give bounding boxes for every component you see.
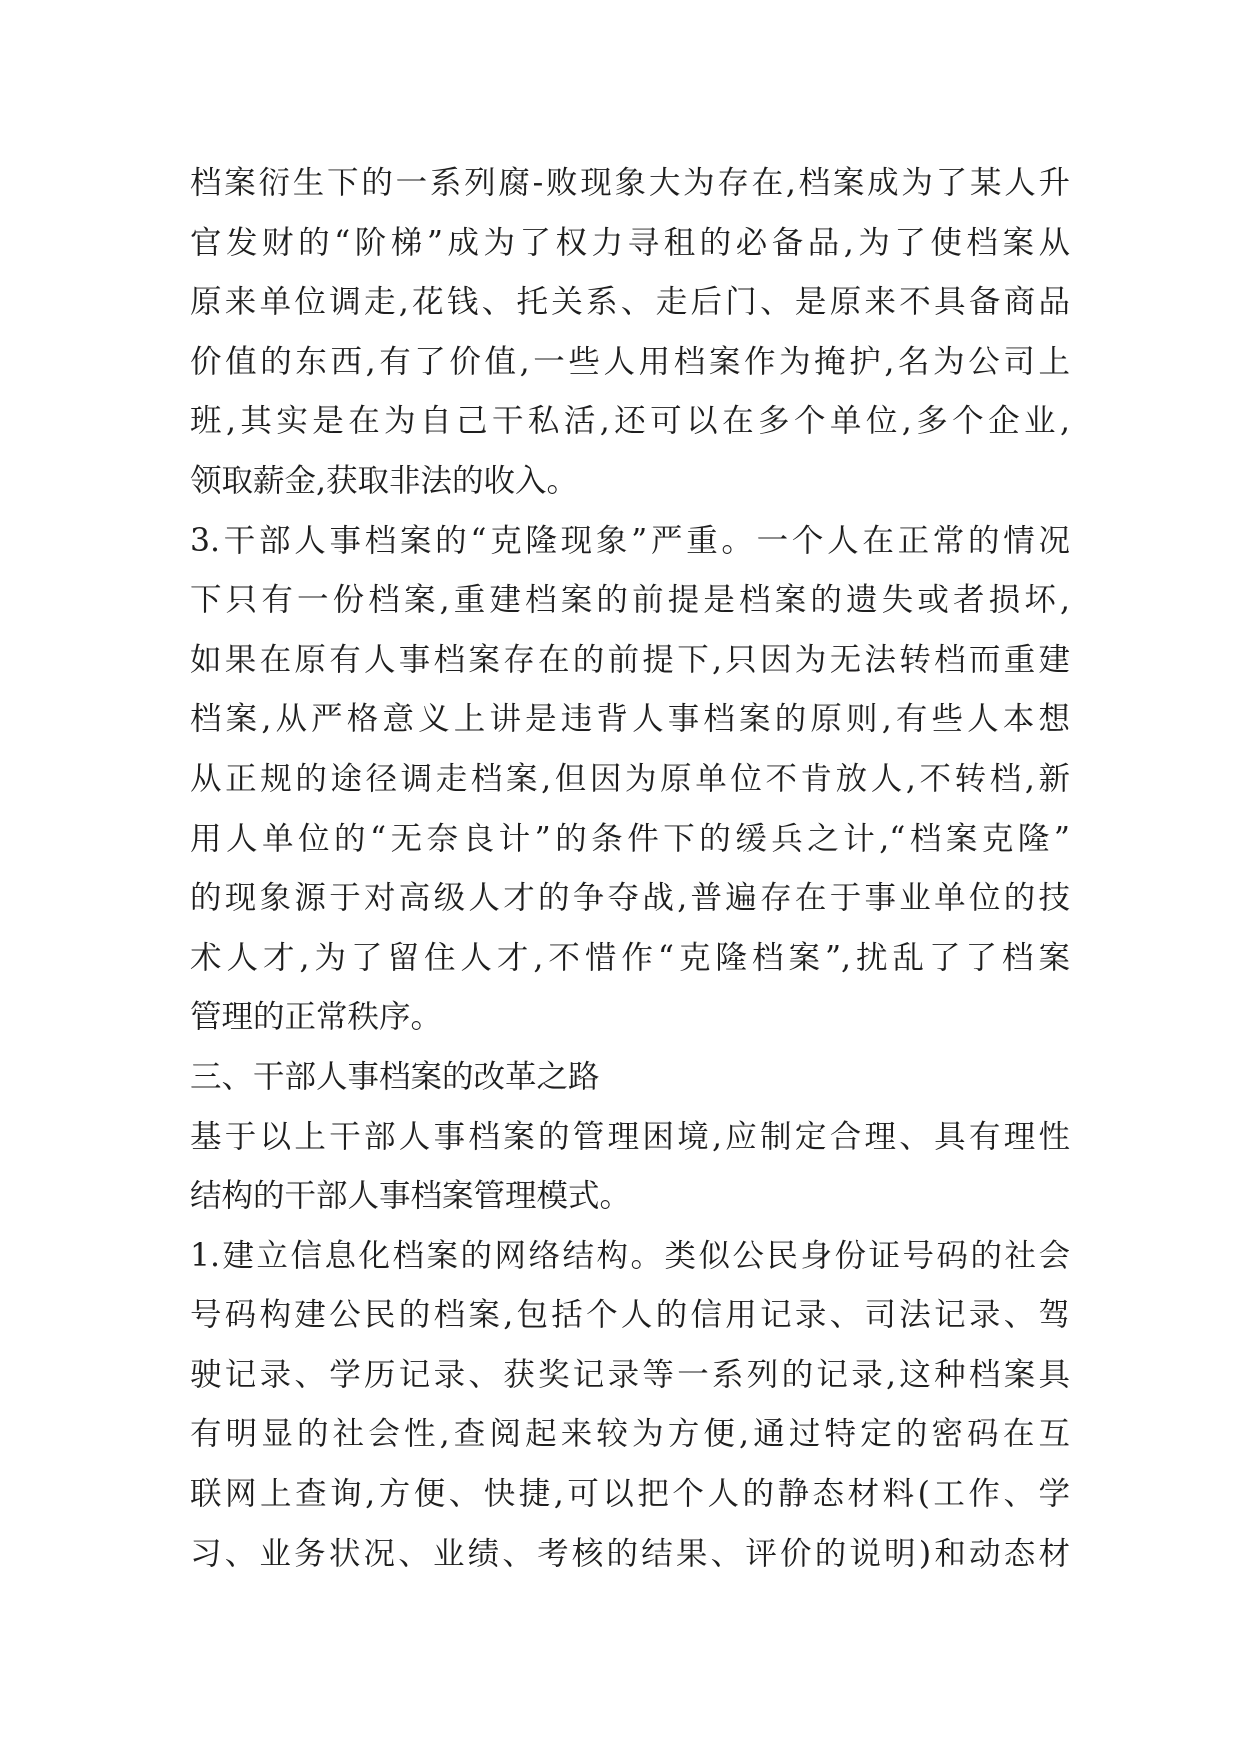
- text-line: 从正规的途径调走档案,但因为原单位不肯放人,不转档,新: [190, 760, 1070, 797]
- text-line: 的现象源于对高级人才的争夺战,普遍存在于事业单位的技: [190, 880, 1070, 917]
- text-line: 号码构建公民的档案,包括个人的信用记录、司法记录、驾: [190, 1297, 1070, 1334]
- text-line: 驶记录、学历记录、获奖记录等一系列的记录,这种档案具: [190, 1356, 1070, 1393]
- text-line: 有明显的社会性,查阅起来较为方便,通过特定的密码在互: [190, 1416, 1070, 1453]
- text-line: 用人单位的“无奈良计”的条件下的缓兵之计,“档案克隆”: [190, 820, 1070, 857]
- text-line: 档案,从严格意义上讲是违背人事档案的原则,有些人本想: [190, 701, 1070, 738]
- text-line: 官发财的“阶梯”成为了权力寻租的必备品,为了使档案从: [190, 224, 1070, 261]
- text-line: 下只有一份档案,重建档案的前提是档案的遗失或者损坏,: [190, 582, 1070, 619]
- section-item-1-line: 1.建立信息化档案的网络结构。类似公民身份证号码的社会: [190, 1237, 1070, 1274]
- section-heading: 三、干部人事档案的改革之路: [190, 1058, 600, 1095]
- text-line: 原来单位调走,花钱、托关系、走后门、是原来不具备商品: [190, 284, 1070, 321]
- text-line: 领取薪金,获取非法的收入。: [190, 462, 579, 499]
- text-line: 联网上查询,方便、快捷,可以把个人的静态材料(工作、学: [190, 1476, 1070, 1513]
- text-line: 档案衍生下的一系列腐-败现象大为存在,档案成为了某人升: [190, 165, 1070, 201]
- text-line: 术人才,为了留住人才,不惜作“克隆档案”,扰乱了了档案: [190, 939, 1070, 976]
- text-line: 结构的干部人事档案管理模式。: [190, 1178, 632, 1215]
- text-line: 管理的正常秩序。: [190, 999, 443, 1036]
- text-line: 班,其实是在为自己干私活,还可以在多个单位,多个企业,: [190, 403, 1070, 440]
- text-line: 如果在原有人事档案存在的前提下,只因为无法转档而重建: [190, 641, 1070, 678]
- text-line: 习、业务状况、业绩、考核的结果、评价的说明)和动态材: [190, 1535, 1070, 1572]
- text-line: 价值的东西,有了价值,一些人用档案作为掩护,名为公司上: [190, 343, 1070, 380]
- section-item-3-line: 3.干部人事档案的“克隆现象”严重。一个人在正常的情况: [190, 522, 1070, 559]
- text-line: 基于以上干部人事档案的管理困境,应制定合理、具有理性: [190, 1118, 1070, 1155]
- body-text: [190, 154, 1070, 1584]
